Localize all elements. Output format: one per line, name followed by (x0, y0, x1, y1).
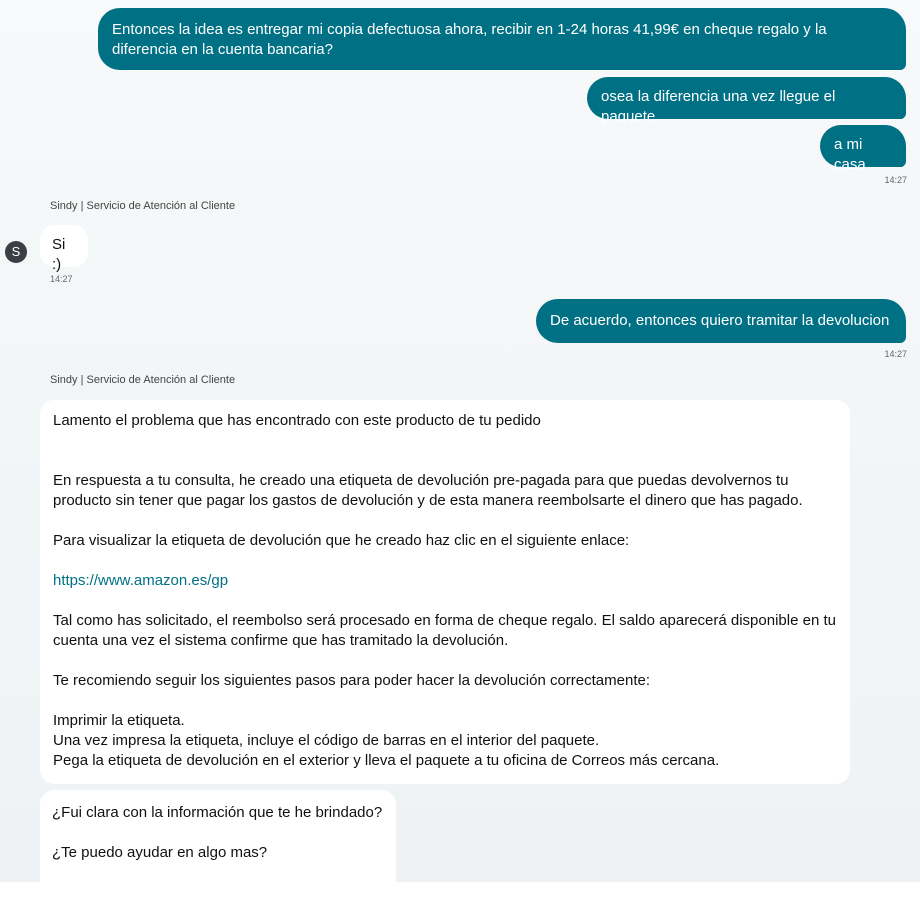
step-item: Pega la etiqueta de devolución en el exterior y lleva el paquete a tu oficina de Correos más cercana. (53, 752, 720, 769)
customer-message (587, 77, 906, 125)
step-item: Una vez impresa la etiqueta, incluye el código de barras en el interior del paquete. (53, 732, 600, 749)
agent-name-label: Sindy | Servicio de Atención al Cliente (50, 200, 236, 212)
message-text: a mi casa (834, 136, 866, 173)
message-timestamp: 14:27 (884, 175, 907, 185)
message-timestamp: 14:27 (50, 274, 73, 284)
message-paragraph: ¿Te puedo ayudar en algo mas? (52, 844, 268, 861)
message-paragraph: Tal como has solicitado, el reembolso será procesado en forma de cheque regalo. El saldo aparecerá disponible en tu cuenta una vez el sistema confirme que has tramitado la devolución. (53, 612, 836, 649)
message-paragraph: ¿Fui clara con la información que te he brindado? (52, 804, 383, 821)
customer-message (536, 299, 906, 343)
message-text: Si :) (52, 236, 66, 273)
agent-avatar: S (5, 241, 27, 263)
message-paragraph: Lamento el problema que has encontrado con este producto de tu pedido (53, 412, 541, 429)
message-paragraph: Te recomiendo seguir los siguientes pasos para poder hacer la devolución correctamente: (53, 672, 651, 689)
return-label-link[interactable]: https://www.amazon.es/gp (53, 572, 229, 589)
customer-message (98, 8, 906, 70)
message-text: osea la diferencia una vez llegue el paquete (601, 88, 836, 125)
message-text: De acuerdo, entonces quiero tramitar la devolucion (550, 312, 890, 329)
message-paragraph: Para visualizar la etiqueta de devolución que he creado haz clic en el siguiente enlace: (53, 532, 630, 549)
message-text: Entonces la idea es entregar mi copia defectuosa ahora, recibir en 1-24 horas 41,99€ en cheque regalo y la diferencia en la cuenta bancaria? (112, 21, 827, 58)
agent-message (40, 225, 88, 273)
message-paragraph: En respuesta a tu consulta, he creado una etiqueta de devolución pre-pagada para que puedas devolvernos tu producto sin tener que pagar los gastos de devolución y de esta manera reembolsarte el dinero que has pagado. (53, 472, 803, 509)
step-item: Imprimir la etiqueta. (53, 712, 185, 729)
customer-message (820, 125, 906, 173)
agent-message (40, 400, 850, 784)
message-timestamp: 14:27 (884, 349, 907, 359)
agent-message (40, 790, 396, 900)
agent-name-label: Sindy | Servicio de Atención al Cliente (50, 374, 236, 386)
